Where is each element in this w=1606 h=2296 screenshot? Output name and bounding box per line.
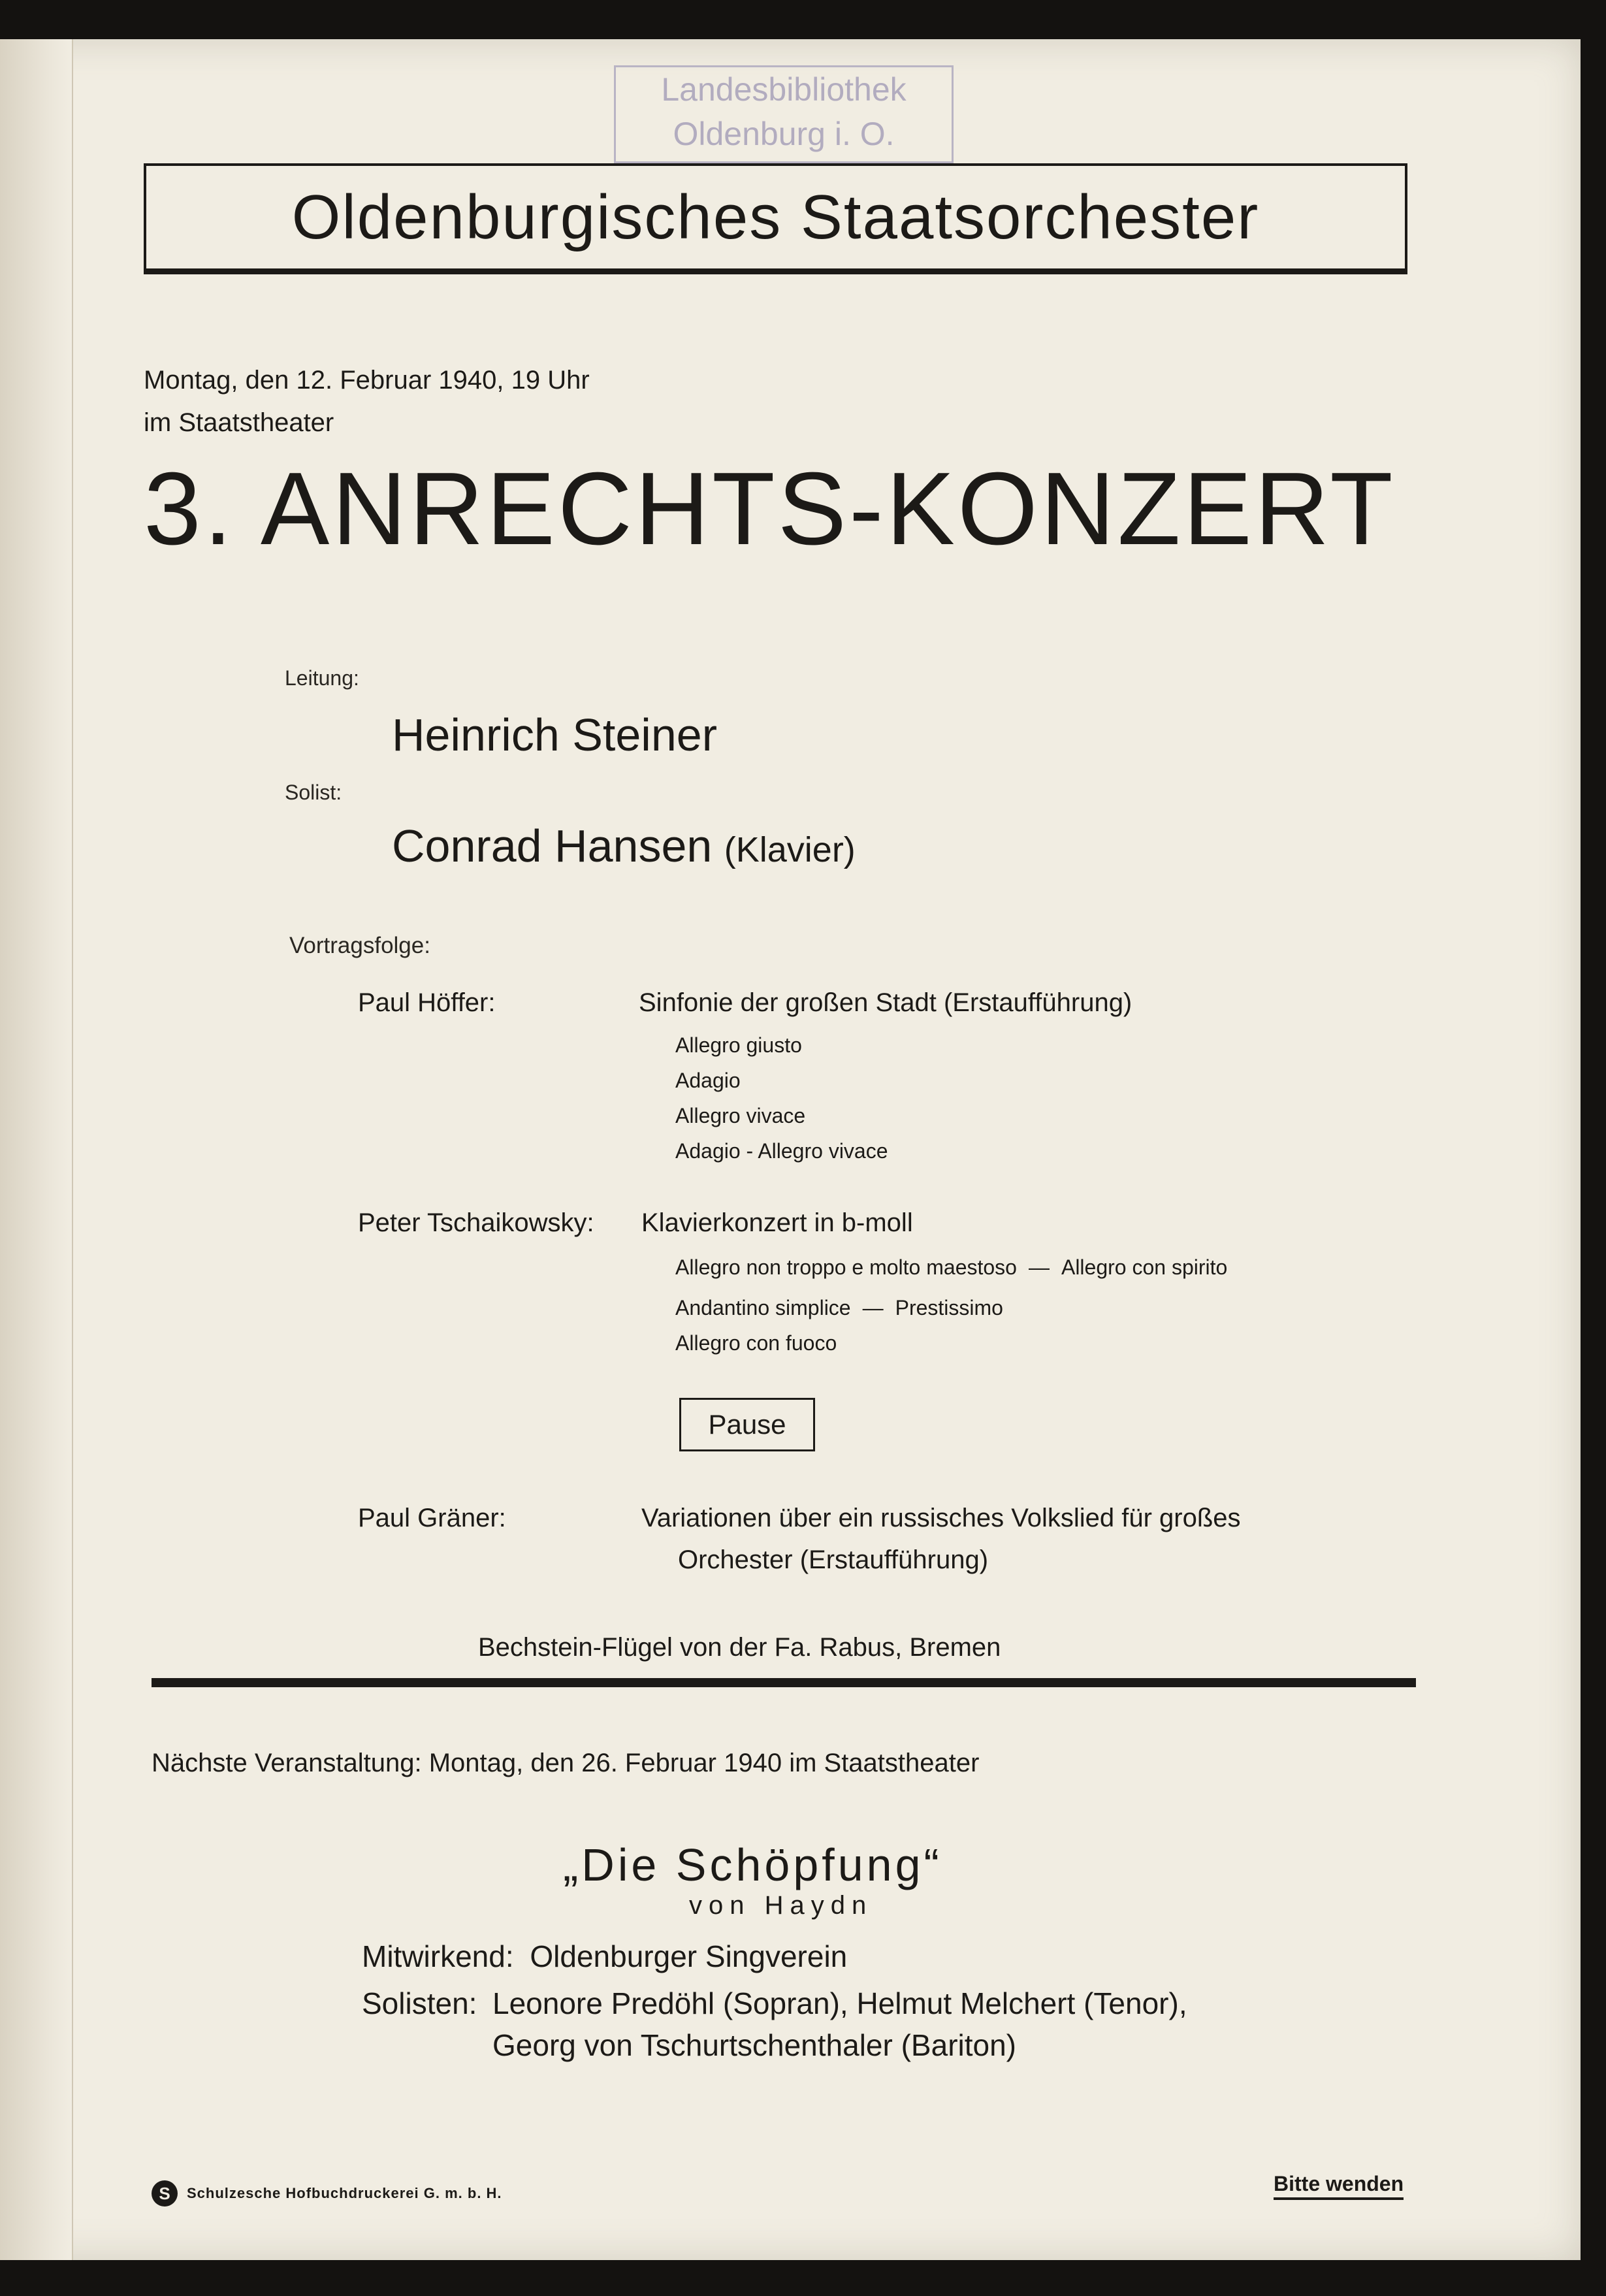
work-klavierkonzert: Klavierkonzert in b-moll [641, 1208, 913, 1237]
pause-label: Pause [708, 1409, 786, 1440]
mitwirkend-line [362, 1939, 847, 1974]
movement-part: Prestissimo [895, 1296, 1003, 1319]
solisten-line-2: Georg von Tschurtschenthaler (Bariton) [492, 2028, 1016, 2062]
program-label: Vortragsfolge: [289, 933, 430, 958]
solist-label: Solist: [285, 781, 342, 804]
turn-page-note: Bitte wenden [1274, 2172, 1404, 2200]
orchestra-title-box [144, 163, 1407, 274]
movement: Adagio - Allegro vivace [675, 1139, 888, 1163]
movement: Adagio [675, 1069, 741, 1092]
dash: — [862, 1296, 884, 1319]
printer-name: Schulzesche Hofbuchdruckerei G. m. b. H. [187, 2185, 502, 2201]
printer-credit [152, 2180, 502, 2207]
printer-logo-icon [152, 2180, 178, 2207]
movement-part: Allegro non troppo e molto maestoso [675, 1255, 1017, 1279]
stamp-line-2: Oldenburg i. O. [673, 116, 895, 152]
solisten-label: Solisten: [362, 1986, 477, 2020]
binding-spine [0, 39, 73, 2260]
event-venue: im Staatstheater [144, 408, 334, 437]
logo-letter: S [159, 2183, 170, 2203]
event-date-time: Montag, den 12. Februar 1940, 19 Uhr [144, 366, 590, 395]
work-variationen: Variationen über ein russisches Volkslied für großes [641, 1504, 1241, 1532]
work-variationen-line2: Orchester (Erstaufführung) [678, 1545, 989, 1574]
mitwirkend-label: Mitwirkend: [362, 1939, 514, 1973]
composer-graener: Paul Gräner: [358, 1504, 506, 1532]
work-sinfonie: Sinfonie der großen Stadt (Erstaufführung) [639, 988, 1132, 1017]
library-stamp [614, 65, 954, 163]
pause-box [679, 1398, 815, 1451]
soloist-name: Conrad Hansen [392, 820, 713, 871]
piano-note: Bechstein-Flügel von der Fa. Rabus, Bremen [478, 1633, 1001, 1662]
next-composer: von Haydn [689, 1891, 873, 1920]
movement-part: Allegro con spirito [1061, 1255, 1228, 1279]
soloist-line [392, 820, 856, 872]
composer-hoeffer: Paul Höffer: [358, 988, 496, 1017]
composer-tschaikowsky: Peter Tschaikowsky: [358, 1208, 594, 1237]
stamp-line-1: Landesbibliothek [661, 71, 907, 108]
dash: — [1028, 1255, 1050, 1279]
movement-part: Andantino simplice [675, 1296, 851, 1319]
next-announcement: Nächste Veranstaltung: Montag, den 26. Februar 1940 im Staatstheater [152, 1749, 980, 1777]
movement: Allegro giusto [675, 1033, 802, 1057]
movement-3: Allegro con fuoco [675, 1331, 837, 1355]
movement: Allegro vivace [675, 1104, 806, 1127]
program-page [0, 39, 1581, 2260]
solisten-line-1: Leonore Predöhl (Sopran), Helmut Melchert (Tenor), [492, 1986, 1187, 2020]
movement-1 [675, 1255, 1227, 1280]
mitwirkend-value: Oldenburger Singverein [530, 1939, 848, 1973]
divider-rule [152, 1678, 1416, 1687]
soloist-instrument: (Klavier) [724, 830, 856, 869]
conductor-name: Heinrich Steiner [392, 709, 717, 760]
leitung-label: Leitung: [285, 666, 359, 690]
next-title: „Die Schöpfung“ [563, 1839, 942, 1890]
movement-2 [675, 1296, 1003, 1320]
orchestra-name: Oldenburgisches Staatsorchester [291, 182, 1260, 252]
concert-headline: 3. ANRECHTS-KONZERT [144, 451, 1396, 566]
